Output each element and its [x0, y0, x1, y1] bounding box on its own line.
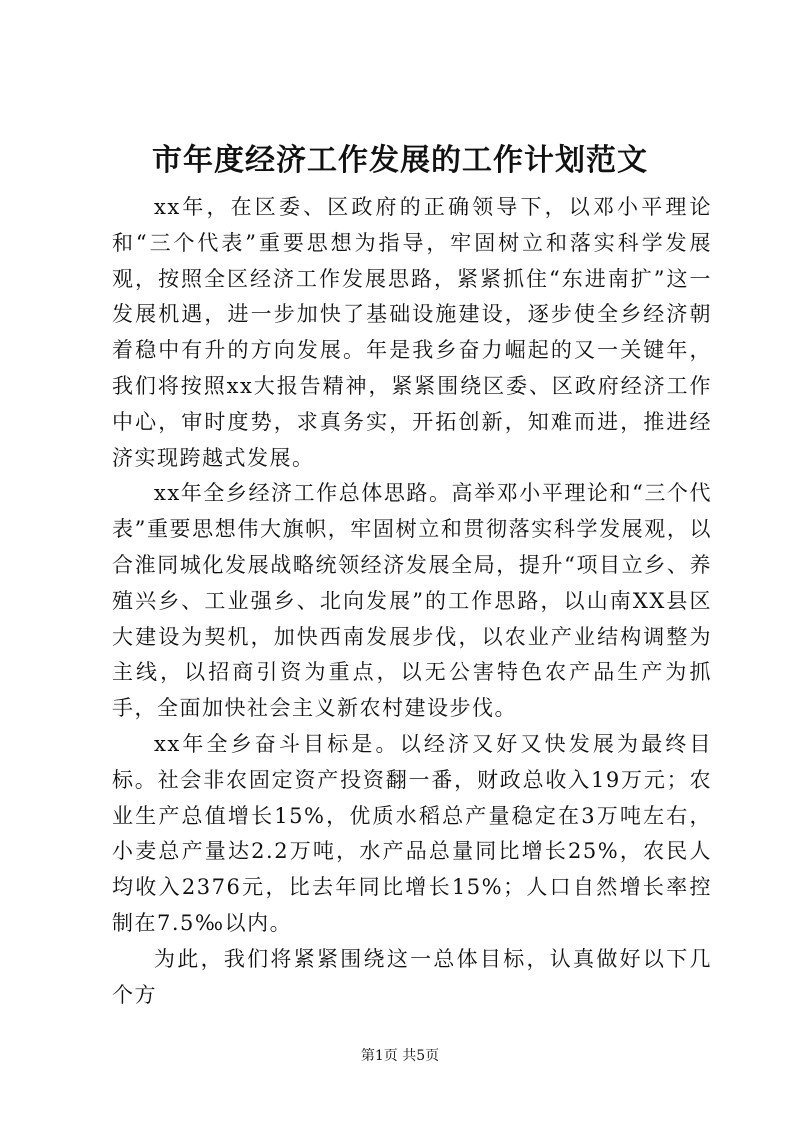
page-number-footer: 第1页 共5页	[360, 1048, 440, 1064]
paragraph-1: xx年，在区委、区政府的正确领导下，以邓小平理论和“三个代表”重要思想为指导，牢固树立和落实科学发展观，按照全区经济工作发展思路，紧紧抓住“东进南扩”这一发展机遇，进一步加快了基础设施建设，逐步使全乡经济朝着稳中有升的方向发展。年是我乡奋力崛起的又一关键年，我们将按照xx大报告精神，紧紧围绕区委、区政府经济工作中心，审时度势，求真务实，开拓创新，知难而进，推进经济实现跨越式发展。	[112, 195, 712, 470]
paragraph-3: xx年全乡奋斗目标是。以经济又好又快发展为最终目标。社会非农固定资产投资翻一番，财政总收入19万元；农业生产总值增长15%，优质水稻总产量稳定在3万吨左右，小麦总产量达2.2万吨，水产品总量同比增长25%，农民人均收入2376元，比去年同比增长15%；人口自然增长率控制在7.5‰以内。	[112, 731, 712, 935]
document-body	[112, 190, 712, 1013]
paragraph-2: xx年全乡经济工作总体思路。高举邓小平理论和“三个代表”重要思想伟大旗帜，牢固树立和贯彻落实科学发展观，以合淮同城化发展战略统领经济发展全局，提升“项目立乡、养殖兴乡、工业强乡、北向发展”的工作思路，以山南XX县区大建设为契机，加快西南发展步伐，以农业产业结构调整为主线，以招商引资为重点，以无公害特色农产品生产为抓手，全面加快社会主义新农村建设步伐。	[112, 481, 712, 721]
paragraph-4: 为此，我们将紧紧围绕这一总体目标，认真做好以下几个方	[112, 946, 712, 1007]
document-title: 市年度经济工作发展的工作计划范文	[152, 143, 648, 178]
